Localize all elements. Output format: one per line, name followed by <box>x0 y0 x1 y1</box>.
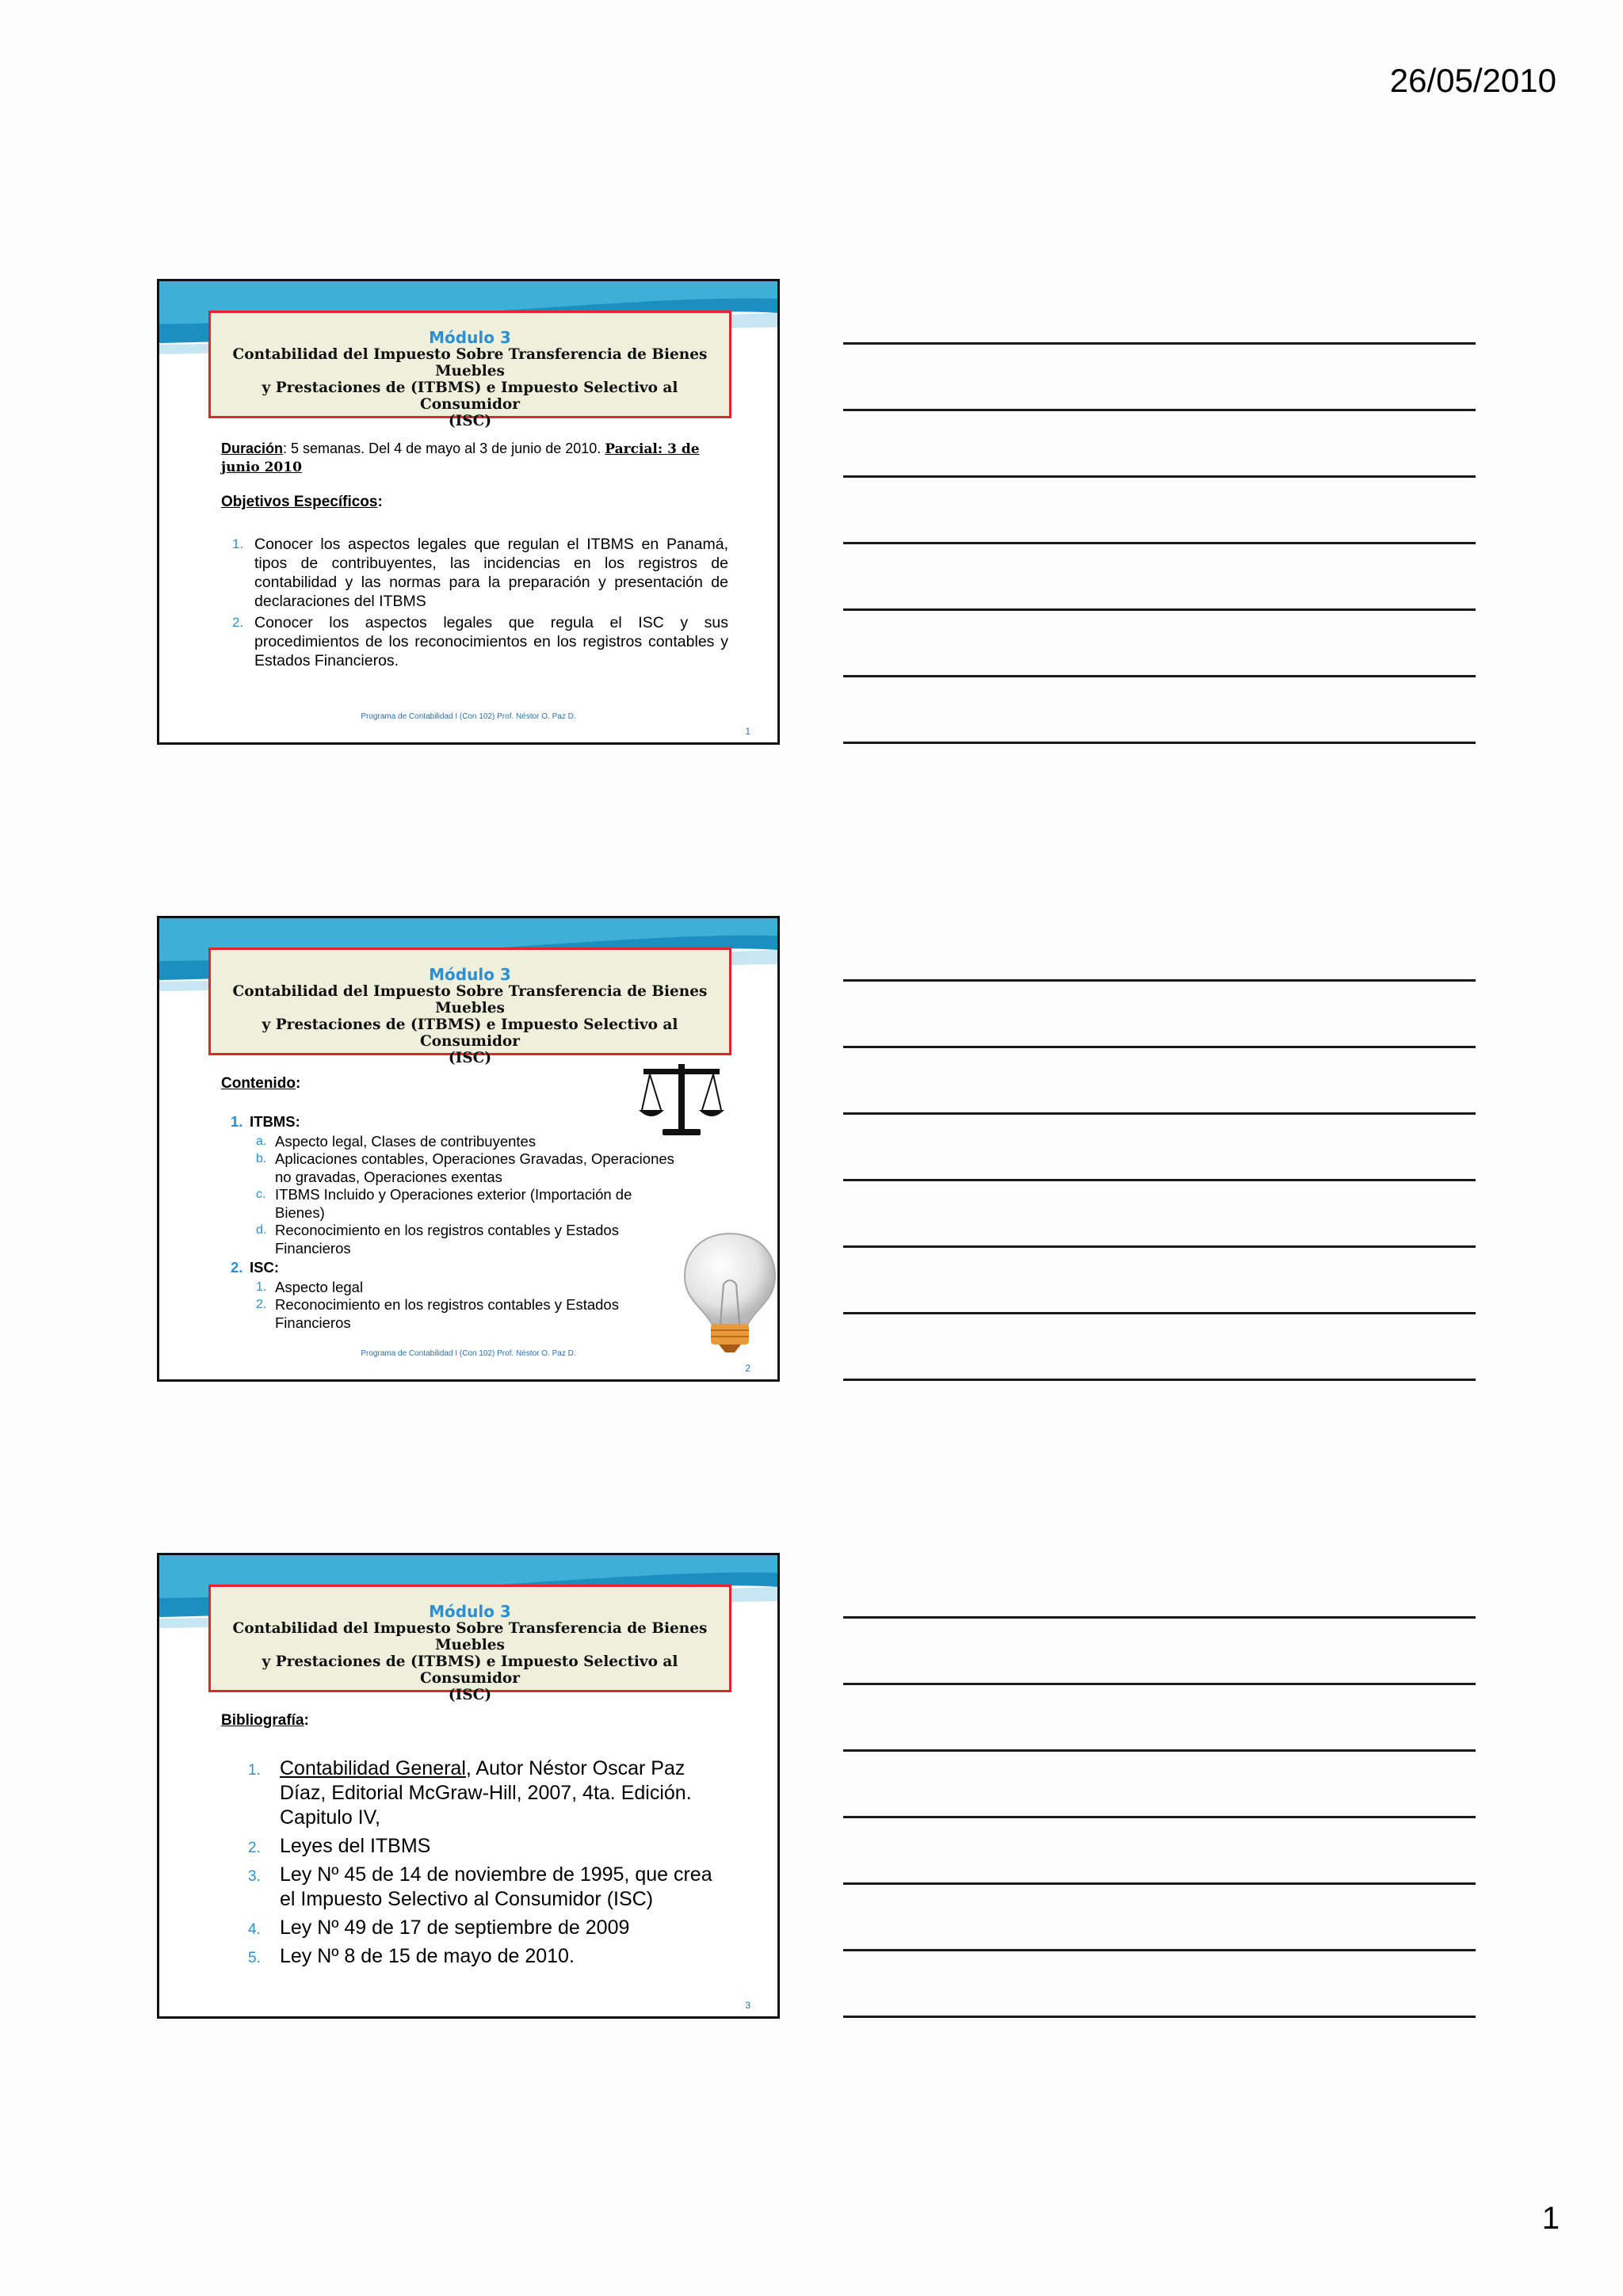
page-number: 1 <box>1541 2201 1560 2236</box>
note-line <box>843 409 1476 411</box>
note-line <box>843 979 1476 982</box>
objectives-list <box>221 535 728 673</box>
title-line: (ISC) <box>448 413 492 429</box>
list-item: 1. ITBMS: <box>231 1113 300 1130</box>
note-line <box>843 1179 1476 1181</box>
title-line: (ISC) <box>448 1050 492 1066</box>
slide-title-box <box>208 1585 731 1703</box>
list-item: b. Aplicaciones contables, Operaciones Gravadas, Operaciones no gravadas, Operaciones exentas <box>256 1150 674 1185</box>
note-line <box>843 542 1476 544</box>
note-line <box>843 1683 1476 1685</box>
partial-exam-date: Parcial: 3 de junio 2010 <box>221 441 700 475</box>
slide-title-box <box>208 311 731 429</box>
note-line <box>843 342 1476 345</box>
list-item: 2. Reconocimiento en los registros contables y Estados Financieros <box>256 1296 619 1331</box>
list-item: 1. Aspecto legal <box>256 1278 364 1295</box>
title-line: y Prestaciones de (ITBMS) e Impuesto Selectivo al Consumidor <box>262 1653 678 1687</box>
list-item: 2. ISC: <box>231 1259 280 1276</box>
slide-2 <box>157 916 780 1382</box>
list-item: c. ITBMS Incluido y Operaciones exterior (Importación de Bienes) <box>256 1186 632 1221</box>
note-line <box>843 1749 1476 1752</box>
duration-label: Duración <box>221 441 284 456</box>
note-line <box>843 1379 1476 1381</box>
note-line <box>843 475 1476 478</box>
bibliography-list <box>248 1756 724 1973</box>
list-item: 4. Ley Nº 49 de 17 de septiembre de 2009 <box>248 1917 630 1939</box>
slide-number: 1 <box>745 726 750 737</box>
title-line: y Prestaciones de (ITBMS) e Impuesto Selectivo al Consumidor <box>262 1016 678 1050</box>
note-line <box>843 1949 1476 1951</box>
module-title: Módulo 3 <box>429 1602 511 1621</box>
title-line: (ISC) <box>448 1687 492 1703</box>
note-line <box>843 2016 1476 2018</box>
bibliography-heading: Bibliografía: <box>221 1712 309 1729</box>
list-item: 2. Conocer los aspectos legales que regula el ISC y sus procedimientos de los reconocimientos en los registros contables y Estados Financieros. <box>232 614 728 669</box>
slide-number: 3 <box>745 2000 750 2011</box>
list-item: 1. Conocer los aspectos legales que regulan el ITBMS en Panamá, tipos de contribuyentes, las incidencias en los registros de contabilidad y las normas para la preparación y presentación de declaraciones del ITBMS <box>232 536 728 610</box>
note-line <box>843 608 1476 611</box>
title-line: Contabilidad del Impuesto Sobre Transferencia de Bienes Muebles <box>232 983 708 1016</box>
slide-title-box <box>208 948 731 1066</box>
module-title: Módulo 3 <box>429 328 511 347</box>
content-heading: Contenido: <box>221 1075 301 1092</box>
objectives-heading: Objetivos Específicos: <box>221 494 383 510</box>
note-line <box>843 1112 1476 1115</box>
module-title: Módulo 3 <box>429 965 511 984</box>
note-line <box>843 1046 1476 1048</box>
note-line <box>843 1312 1476 1314</box>
list-item: 5. Ley Nº 8 de 15 de mayo de 2010. <box>248 1945 575 1967</box>
list-item: 3. Ley Nº 45 de 14 de noviembre de 1995, que crea el Impuesto Selectivo al Consumidor (ISC) <box>248 1863 712 1910</box>
note-line <box>843 742 1476 744</box>
note-line <box>843 1616 1476 1619</box>
note-line <box>843 1816 1476 1818</box>
note-line <box>843 675 1476 677</box>
list-item: 2. Leyes del ITBMS <box>248 1835 431 1857</box>
slide-footer: Programa de Contabilidad I (Con 102) Prof. Néstor O. Paz D. <box>361 1349 576 1358</box>
slide-number: 2 <box>745 1363 750 1374</box>
content-list <box>231 1112 674 1332</box>
list-item: a. Aspecto legal, Clases de contribuyentes <box>256 1132 537 1150</box>
slide-footer: Programa de Contabilidad I (Con 102) Prof. Néstor O. Paz D. <box>361 712 576 721</box>
list-item: 1. Contabilidad General, Autor Néstor Oscar Paz Díaz, Editorial McGraw-Hill, 2007, 4ta. Edición. Capitulo IV, <box>248 1757 692 1829</box>
lightbulb-icon <box>674 1229 780 1356</box>
title-line: Contabilidad del Impuesto Sobre Transferencia de Bienes Muebles <box>232 1620 708 1653</box>
title-line: y Prestaciones de (ITBMS) e Impuesto Selectivo al Consumidor <box>262 379 678 413</box>
slide-1 <box>157 279 780 745</box>
book-title: Contabilidad General <box>280 1757 466 1779</box>
note-line <box>843 1245 1476 1248</box>
duration-text <box>221 440 728 476</box>
page-date: 26/05/2010 <box>1389 62 1556 99</box>
title-line: Contabilidad del Impuesto Sobre Transferencia de Bienes Muebles <box>232 346 708 379</box>
note-line <box>843 1882 1476 1885</box>
list-item: d. Reconocimiento en los registros contables y Estados Financieros <box>256 1222 619 1257</box>
duration-value: : 5 semanas. Del 4 de mayo al 3 de junio de 2010. <box>283 441 601 456</box>
slide-3 <box>157 1553 780 2019</box>
